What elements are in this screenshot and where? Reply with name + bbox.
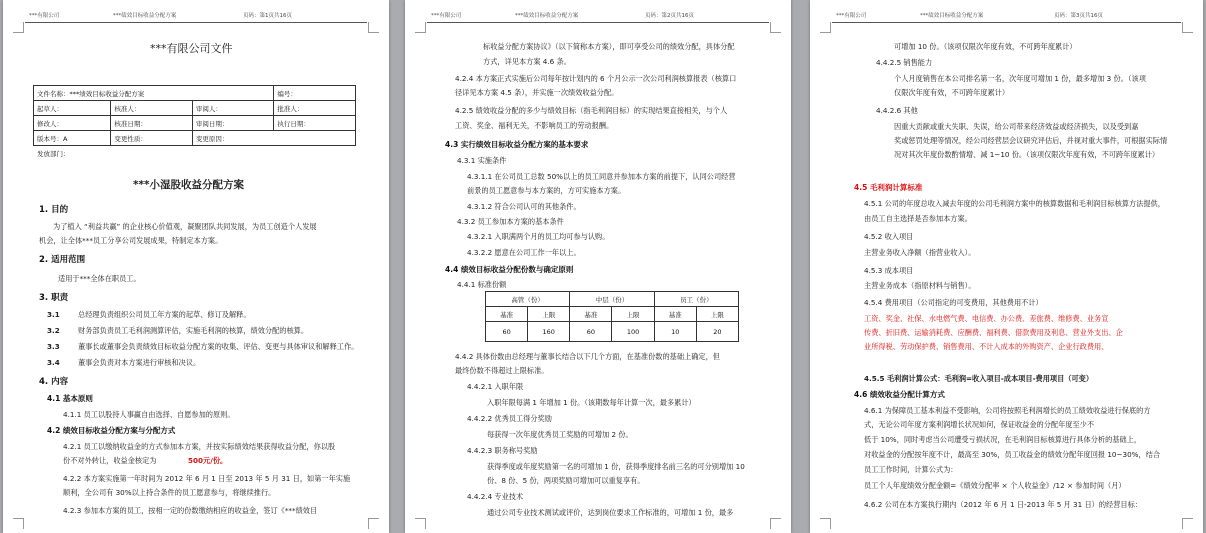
table-cell: 变更性质：	[111, 131, 193, 146]
paragraph-line: 主营业务收入净额（指营业收入）。	[864, 248, 976, 257]
paragraph-line: 4.1.1 员工以股持人事赢自由选择、自愿参加的原则。	[63, 410, 235, 419]
paragraph-line: 4.4.2.5 销售能力	[876, 58, 933, 67]
paragraph-line: 低于 10%，同时考虑当公司遭受亏损状况，在毛利润目标核算进行具体分析的基础上，	[864, 435, 1142, 444]
table-cell: 核准日期：	[111, 116, 193, 131]
table-cell: 160	[528, 322, 570, 342]
paragraph-line: 对收益金的分配按年度不计，最高至 30%，员工收益金的绩效分配年度回报 10~30%，结合	[864, 450, 1161, 459]
table-header: 上限	[528, 307, 570, 322]
section-heading: 4. 内容	[39, 377, 69, 387]
table-header: 员工（份）	[654, 292, 738, 307]
paragraph-line: 机会，让全体***员工分享公司发展成果，特制定本方案。	[39, 236, 223, 245]
paragraph-line: 方式，详见本方案 4.6 条。	[483, 57, 571, 66]
paragraph-line: 可增加 10 份。（该项仅限次年度有效，不可跨年度累计）	[894, 42, 1077, 51]
crop-mark	[13, 518, 24, 529]
crop-mark	[415, 518, 426, 529]
crop-mark	[368, 22, 379, 33]
table-header: 基准	[654, 307, 696, 322]
subsection-heading: 4.5 毛利润计算标准	[854, 183, 923, 192]
paragraph-line: 4.3.2.1 入职满两个月的员工均可参与认购。	[467, 232, 610, 241]
table-cell: 版本号：A	[34, 131, 111, 146]
paragraph-line: 总经理负责组织公司员工年方案的起草、修订及解释。	[78, 310, 251, 319]
paragraph-line: 4.6.1 为保障员工基本利益不受影响，公司将按照毛利润增长的员工绩效收益进行保底的方	[864, 406, 1151, 415]
table-cell: 审阅人：	[192, 101, 274, 116]
paragraph-line: 适用于***全体在职员工。	[58, 274, 141, 283]
paragraph-line: 4.2.4 本方案正式实施后公司每年按计划内的 6 个月公示一次公司利润核算报表（核算口	[455, 74, 737, 83]
paragraph-line: 4.4.2.2 优秀员工得分奖励	[467, 414, 552, 423]
subsection-heading: 4.4 绩效目标收益分配份数与确定原则	[445, 265, 574, 274]
paragraph-line: 获得季度或年度奖励第一名的可增加 1 份，获得季度排名前三名的可分别增加 10	[487, 462, 745, 471]
paragraph-line: 工资、奖金、福利无关，不影响员工的劳动报酬。	[455, 121, 614, 130]
paragraph-line: 员工工作时间，计算公式为：	[864, 465, 958, 474]
crop-mark	[368, 518, 379, 529]
document-info-table	[33, 85, 356, 160]
section-heading: 3. 职责	[39, 293, 69, 303]
document-page-1	[3, 0, 389, 533]
table-header: 上限	[696, 307, 738, 322]
paragraph-line: 4.4.2.3 职务称号奖励	[467, 446, 538, 455]
paragraph-line: 4.4.2.4 专业技术	[467, 492, 524, 501]
table-cell: 60	[486, 322, 528, 342]
clause-number: 3.2	[47, 326, 60, 335]
page-header	[832, 0, 1181, 23]
paragraph-line: 4.2.2 本方案实施第一年时间为 2012 年 6 月 1 日至 2013 年 5 月 31 日，如第一年实施	[63, 474, 351, 483]
paragraph-line: 4.3.1.2 符合公司认可的其他条件。	[467, 202, 581, 211]
subsection-heading: 4.2 绩效目标收益分配方案与分配方式	[47, 426, 176, 435]
header-doc-title: ***绩效目标收益分配方案	[515, 13, 579, 19]
table-cell: 60	[570, 322, 612, 342]
paragraph-line: 4.3.2 员工参加本方案的基本条件	[457, 217, 564, 226]
paragraph-line: 4.4.2 具体份数由总经理与董事长结合以下几个方面，在基准份数的基础上确定，但	[455, 352, 720, 361]
subsection-heading: 4.1 基本原则	[47, 394, 93, 403]
clause-number: 3.1	[47, 310, 60, 319]
header-page-info: 页码：第1页共16页	[243, 13, 292, 19]
table-cell: 修改人：	[34, 116, 111, 131]
paragraph-line: 传费、折旧费、运输消耗费、应酬费、福利费、借款费用及利息、营业外支出、企	[864, 328, 1123, 337]
crop-mark	[1182, 22, 1193, 33]
paragraph-line: 4.3.1 实施条件	[457, 156, 507, 165]
formula-line: 4.5.5 毛利润计算公式：毛利润=收入项目-成本项目-费用项目（可变）	[864, 374, 1094, 383]
paragraph-line: 因重大贡献或重大失职、失误，给公司带来经济效益或经济损失，以及受到嘉	[894, 122, 1139, 131]
table-cell: 20	[696, 322, 738, 342]
header-company: ***有限公司	[29, 13, 60, 19]
crop-mark	[415, 22, 426, 33]
crop-mark	[13, 22, 24, 33]
paragraph-line: 顺利，全公司有 30%以上持合条件的员工愿意参与，将继续推行。	[63, 488, 276, 497]
paragraph-line: 份不对外转让，收益金核定为	[63, 456, 157, 465]
paragraph-line: 董事会负责对本方案进行审核和决议。	[78, 358, 201, 367]
crop-mark	[1182, 518, 1193, 529]
paragraph-line: 份、8 份、5 份，两项奖励可增加可以重复享有。	[487, 476, 645, 485]
table-cell: 核准人：	[111, 101, 193, 116]
table-cell: 批准人：	[274, 101, 356, 116]
paragraph-line: 业所得税、劳动保护费、销售费用、不计入成本的外购资产、企业行政费用、	[864, 342, 1109, 351]
paragraph-line: 4.4.2.6 其他	[876, 106, 918, 115]
table-header: 中层（份）	[570, 292, 654, 307]
table-cell: 发放部门：	[34, 146, 356, 161]
section-heading: 2. 适用范围	[39, 255, 86, 265]
table-header: 基准	[486, 307, 528, 322]
crop-mark	[820, 518, 831, 529]
header-doc-title: ***绩效目标收益分配方案	[920, 13, 984, 19]
paragraph-line: 4.5.4 费用项目（公司指定的可变费用，其他费用不计）	[864, 298, 1043, 307]
paragraph-line: 为了植入 “利益共赢” 的企业核心价值观，凝聚团队共同发展，为员工创造个人发展	[53, 222, 317, 231]
paragraph-line: 径详见本方案 4.5 条），并实施一次绩效收益分配。	[455, 88, 619, 97]
document-page-2	[405, 0, 791, 533]
crop-mark	[770, 22, 781, 33]
crop-mark	[820, 22, 831, 33]
paragraph-line: 式，无论公司年度方案利润增长状况如何，保证收益金的分配年度至少不	[864, 420, 1095, 429]
paragraph-line: 财务部负责员工毛利润测算评估，实施毛利润的核算，绩效分配的核算。	[78, 326, 309, 335]
paragraph-line: 通过公司专业技术测试或评价，达到岗位要求工作标准的，可增加 1 份，最多	[487, 508, 734, 517]
header-page-info: 页码：第2页共16页	[645, 13, 694, 19]
paragraph-line: 员工个人年度绩效分配金额=《绩效分配率 × 个人收益金》/12 × 参加时间（月）	[864, 481, 1126, 490]
paragraph-line: 前景的员工愿意参与本方案的，方可实施本方案。	[467, 186, 626, 195]
table-cell: 100	[612, 322, 654, 342]
page-header	[427, 0, 769, 23]
paragraph-line: 每获得一次年度优秀员工奖励的可增加 2 份。	[487, 430, 633, 439]
paragraph-line: 4.2.3 参加本方案的员工，按相一定的份数缴纳相应的收益金，签订《***绩效目	[63, 506, 318, 515]
table-header: 上限	[612, 307, 654, 322]
paragraph-line: 4.5.1 公司的年度总收入减去年度的公司毛利润方案中的核算数据和毛利润目标核算方法提供，	[864, 199, 1165, 208]
paragraph-line: 标收益分配方案协议》（以下简称本方案），即可享受公司的绩效分配，具体分配	[483, 42, 735, 51]
table-cell: 执行日期：	[274, 116, 356, 131]
header-company: ***有限公司	[836, 13, 867, 19]
subsection-heading: 4.6 绩效收益分配计算方式	[854, 390, 945, 399]
clause-number: 3.3	[47, 342, 60, 351]
paragraph-line: 况对其次年度份数酌情增、减 1~10 份。（该项仅限次年度有效，不可跨年度累计）	[894, 150, 1160, 159]
paragraph-line: 入职年限每满 1 年增加 1 份。（该期数每年计算一次，最多累计）	[487, 398, 696, 407]
table-cell: 起草人：	[34, 101, 111, 116]
paragraph-line: 主营业务成本（指原材料与销售）。	[864, 281, 976, 290]
highlighted-amount: 500元/份。	[188, 456, 228, 465]
section-heading: 1. 目的	[39, 205, 69, 215]
paragraph-line: 工资、奖金、社保、水电燃气费、电信费、办公费、差旅费、维修费、业务宣	[864, 314, 1109, 323]
table-header: 基准	[570, 307, 612, 322]
clause-number: 3.4	[47, 358, 60, 367]
table-cell: 编号：	[274, 86, 356, 101]
paragraph-line: 董事长或董事会负责绩效目标收益分配方案的收集、评估、变更与具体审议和解释工作。	[78, 342, 359, 351]
paragraph-line: 4.2.1 员工以缴纳收益金的方式参加本方案，并按实际绩效结果获得收益分配，你以股	[63, 442, 336, 451]
plan-title: ***小湿股收益分配方案	[133, 179, 244, 191]
crop-mark	[770, 518, 781, 529]
table-cell: 审阅日期：	[192, 116, 274, 131]
paragraph-line: 由员工自主选择是否参加本方案。	[864, 214, 972, 223]
paragraph-line: 4.5.2 收入项目	[864, 232, 914, 241]
header-doc-title: ***绩效目标收益分配方案	[113, 13, 177, 19]
page-header	[25, 0, 367, 23]
paragraph-line: 4.4.1 标准份额	[457, 280, 507, 289]
table-cell: 变更原因：	[192, 131, 355, 146]
share-standard-table	[485, 291, 739, 342]
subsection-heading: 4.3 实行绩效目标收益分配方案的基本要求	[445, 140, 589, 149]
paragraph-line: 4.5.3 成本项目	[864, 266, 914, 275]
paragraph-line: 个人月度销售在本公司排名第一名，次年度可增加 1 份，最多增加 3 份。（该项	[894, 74, 1146, 83]
table-cell: 文件名称：***绩效目标收益分配方案	[34, 86, 274, 101]
paragraph-line: 最终份数不得超过上限标准。	[455, 366, 549, 375]
paragraph-line: 4.2.5 绩效收益分配的多少与绩效目标（指毛利润目标）的实现结果直接相关，与个人	[455, 106, 728, 115]
header-page-info: 页码：第3页共16页	[1054, 13, 1103, 19]
table-header: 高管（份）	[486, 292, 570, 307]
table-cell: 10	[654, 322, 696, 342]
paragraph-line: 4.3.1.1 在公司员工总数 50%以上的员工同意并参加本方案的前提下，认同公司经营	[467, 172, 736, 181]
document-title: ***有限公司文件	[150, 42, 233, 55]
document-page-3	[810, 0, 1203, 533]
paragraph-line: 4.4.2.1 入职年限	[467, 382, 524, 391]
paragraph-line: 4.6.2 公司在本方案执行期内（2012 年 6 月 1 日-2013 年 5 月 31 日）的经营目标：	[864, 500, 1142, 509]
paragraph-line: 仅限次年度有效，不可跨年度累计）	[894, 88, 1010, 97]
header-company: ***有限公司	[431, 13, 462, 19]
paragraph-line: 奖或惩罚处理等情况，经公司经营层会议研究评估后，并视对重大事件，可根据实际情	[894, 136, 1168, 145]
paragraph-line: 4.3.2.2 愿意在公司工作一年以上。	[467, 248, 581, 257]
